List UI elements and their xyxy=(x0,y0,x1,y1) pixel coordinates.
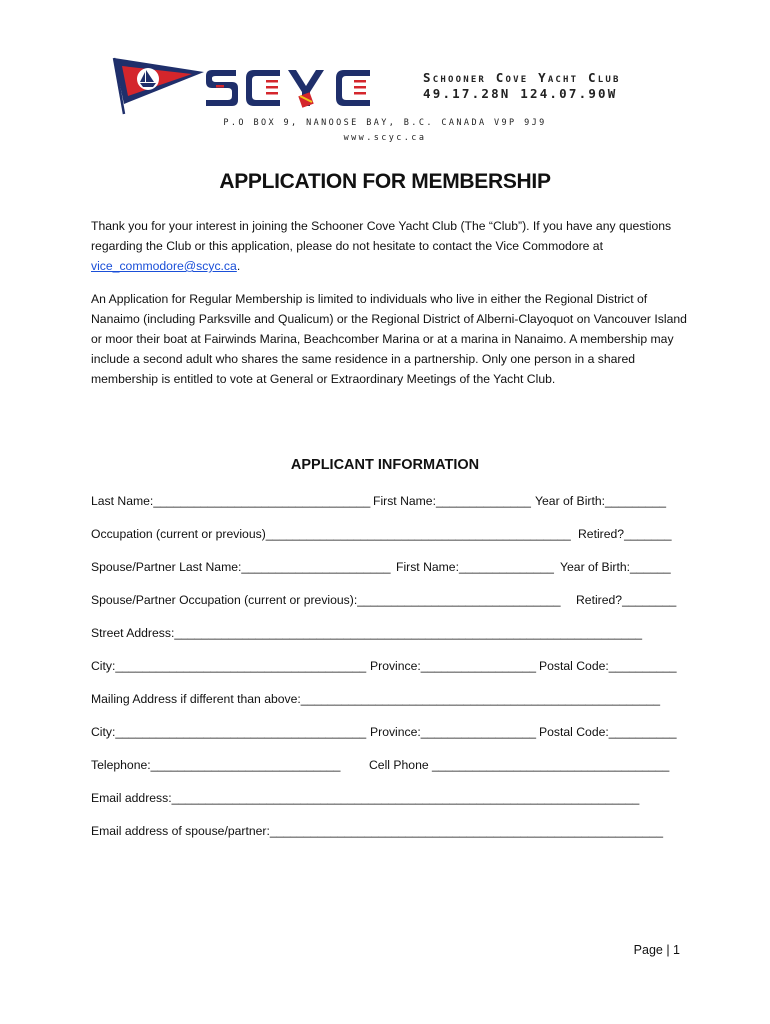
club-name: Schooner Cove Yacht Club xyxy=(423,70,621,85)
spouse-year-of-birth-field[interactable]: Year of Birth:______ xyxy=(560,560,671,574)
logo-letter-y xyxy=(288,70,324,108)
spouse-last-name-field[interactable]: Spouse/Partner Last Name:______________________ xyxy=(91,560,391,574)
form-row-name xyxy=(91,494,691,514)
page-number: Page | 1 xyxy=(633,943,680,957)
document-title: APPLICATION FOR MEMBERSHIP xyxy=(219,170,551,193)
spouse-email-field[interactable]: Email address of spouse/partner:__________________________________________________________ xyxy=(91,824,663,838)
logo-letter-s xyxy=(206,70,238,106)
street-address-field[interactable]: Street Address:_____________________________________________________________________ xyxy=(91,626,643,640)
logo-letter-c-2 xyxy=(336,70,370,106)
form-row-mailing-address xyxy=(91,692,691,712)
form-row-city-2 xyxy=(91,725,691,745)
form-row-email xyxy=(91,791,691,811)
email-field[interactable]: Email address:_____________________________________________________________________ xyxy=(91,791,640,805)
cell-phone-field[interactable]: Cell Phone ___________________________________ xyxy=(369,758,670,772)
club-logo xyxy=(108,56,418,116)
form-row-spouse-name xyxy=(91,560,691,580)
province-field[interactable]: Province:_________________ xyxy=(370,659,537,673)
club-website: www.scyc.ca xyxy=(343,133,427,143)
applicant-information-heading: APPLICANT INFORMATION xyxy=(290,457,480,473)
intro-text: Thank you for your interest in joining the Schooner Cove Yacht Club (The “Club”). If you have any questions regarding the Club or this application, please do not hesitate to contact the Vice Commodore at xyxy=(91,219,672,253)
form-row-spouse-email xyxy=(91,824,691,844)
last-name-field[interactable]: Last Name:________________________________ xyxy=(91,494,371,508)
form-row-city xyxy=(91,659,691,679)
form-row-street-address xyxy=(91,626,691,646)
postal-code-field[interactable]: Postal Code:__________ xyxy=(539,659,677,673)
city-field[interactable]: City:_____________________________________ xyxy=(91,659,367,673)
mailing-province-field[interactable]: Province:_________________ xyxy=(370,725,537,739)
spouse-occupation-field[interactable]: Spouse/Partner Occupation (current or previous):______________________________ xyxy=(91,593,561,607)
retired-field[interactable]: Retired?_______ xyxy=(578,527,672,541)
intro-text-end: . xyxy=(236,259,241,273)
vice-commodore-email-link[interactable]: vice_commodore@scyc.ca xyxy=(91,259,237,273)
occupation-field[interactable]: Occupation (current or previous)_____________________________________________ xyxy=(91,527,571,541)
mailing-address-field[interactable]: Mailing Address if different than above:_____________________________________________________ xyxy=(91,692,661,706)
telephone-field[interactable]: Telephone:____________________________ xyxy=(91,758,341,772)
eligibility-paragraph: An Application for Regular Membership is limited to individuals who live in either the Regional District of Nanaimo (including Parksville and Qualicum) or the Regional District of Alberni-Clayoquot on Vancouver Island or moor their boat at Fairwinds Marina, Beachcomber Marina or at a marina in Nanaimo. A membership may include a second adult who shares the same residence in a partnership. Only one person in a shared membership is entitled to vote at General or Extraordinary Meetings of the Yacht Club. xyxy=(91,292,687,386)
year-of-birth-field[interactable]: Year of Birth:_________ xyxy=(535,494,667,508)
mailing-city-field[interactable]: City:_____________________________________ xyxy=(91,725,367,739)
burgee-flag-icon xyxy=(114,58,204,114)
form-row-occupation xyxy=(91,527,691,547)
club-address: P.O BOX 9, NANOOSE BAY, B.C. CANADA V9P 9J9 xyxy=(223,118,547,128)
spouse-retired-field[interactable]: Retired?________ xyxy=(576,593,677,607)
form-row-spouse-occupation xyxy=(91,593,691,613)
logo-letter-c xyxy=(246,70,280,106)
intro-paragraph xyxy=(91,216,691,276)
mailing-postal-code-field[interactable]: Postal Code:__________ xyxy=(539,725,677,739)
form-row-phones xyxy=(91,758,691,778)
spouse-first-name-field[interactable]: First Name:______________ xyxy=(396,560,554,574)
first-name-field[interactable]: First Name:______________ xyxy=(373,494,531,508)
club-coordinates: 49.17.28N 124.07.90W xyxy=(423,86,618,101)
